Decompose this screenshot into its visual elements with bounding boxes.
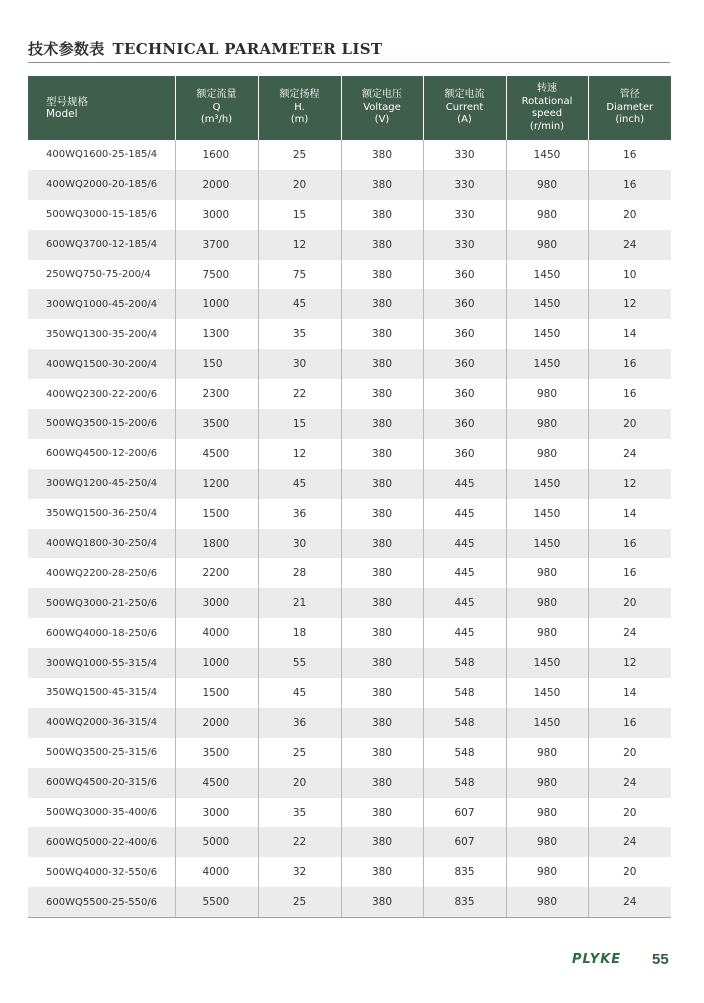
cell-voltage: 380 <box>341 558 423 588</box>
cell-head: 30 <box>258 529 341 559</box>
cell-head: 25 <box>258 887 341 917</box>
table-row <box>28 230 671 260</box>
cell-speed: 980 <box>506 738 588 768</box>
cell-model: 250WQ750-75-200/4 <box>28 260 175 290</box>
cell-speed: 1450 <box>506 499 588 529</box>
cell-speed: 980 <box>506 379 588 409</box>
header-line: (m) <box>290 114 309 126</box>
cell-voltage: 380 <box>341 140 423 170</box>
cell-speed: 980 <box>506 409 588 439</box>
cell-diameter: 16 <box>588 529 671 559</box>
cell-voltage: 380 <box>341 738 423 768</box>
cell-voltage: 380 <box>341 289 423 319</box>
cell-diameter: 16 <box>623 388 637 401</box>
cell-head: 12 <box>258 439 341 469</box>
cell-current: 360 <box>423 439 506 469</box>
cell-voltage: 380 <box>341 469 423 499</box>
cell-current: 360 <box>423 319 506 349</box>
cell-current: 330 <box>423 230 506 260</box>
header-line: 额定电压 <box>362 89 402 101</box>
cell-diameter: 20 <box>623 806 637 819</box>
cell-model: 500WQ3500-25-315/6 <box>28 738 175 768</box>
table-row <box>28 588 671 618</box>
cell-current: 607 <box>423 827 506 857</box>
cell-diameter: 12 <box>588 469 671 499</box>
cell-diameter: 20 <box>623 746 637 759</box>
cell-model: 500WQ3500-15-200/6 <box>28 409 175 439</box>
cell-head: 20 <box>258 768 341 798</box>
cell-head: 15 <box>258 409 341 439</box>
cell-voltage: 380 <box>341 827 423 857</box>
cell-flow: 1300 <box>175 319 258 349</box>
cell-voltage: 380 <box>341 857 423 887</box>
cell-current: 445 <box>423 499 506 529</box>
cell-diameter: 16 <box>623 148 637 161</box>
cell-diameter: 24 <box>588 887 671 917</box>
cell-voltage: 380 <box>341 439 423 469</box>
table-row <box>28 618 671 648</box>
cell-current: 548 <box>423 678 506 708</box>
cell-current: 835 <box>423 857 506 887</box>
cell-voltage: 380 <box>341 230 423 260</box>
column-header-speed <box>506 76 588 140</box>
cell-voltage: 380 <box>341 678 423 708</box>
cell-current: 548 <box>423 738 506 768</box>
table-header-row <box>28 76 671 140</box>
cell-model: 500WQ3000-21-250/6 <box>28 588 175 618</box>
cell-diameter: 24 <box>623 627 637 640</box>
cell-current: 548 <box>423 648 506 678</box>
cell-flow: 1000 <box>175 648 258 678</box>
cell-flow: 3000 <box>175 200 258 230</box>
cell-head: 25 <box>258 140 341 170</box>
cell-diameter: 20 <box>623 208 637 221</box>
cell-model: 400WQ1500-30-200/4 <box>28 349 175 379</box>
cell-voltage: 380 <box>341 200 423 230</box>
cell-head: 30 <box>258 349 341 379</box>
cell-flow: 4500 <box>175 768 258 798</box>
cell-speed: 1450 <box>506 349 588 379</box>
cell-head: 18 <box>258 618 341 648</box>
title-divider <box>28 62 670 63</box>
cell-speed: 980 <box>506 887 588 917</box>
table-row <box>28 319 671 349</box>
cell-speed: 980 <box>506 768 588 798</box>
cell-flow: 3000 <box>175 798 258 828</box>
cell-head: 35 <box>258 798 341 828</box>
cell-head: 75 <box>258 260 341 290</box>
table-row <box>28 140 671 170</box>
table-row <box>28 260 671 290</box>
cell-flow: 7500 <box>175 260 258 290</box>
cell-voltage: 380 <box>341 798 423 828</box>
cell-model: 400WQ2300-22-200/6 <box>28 379 175 409</box>
header-line: 额定电流 <box>444 89 485 101</box>
column-header-current <box>423 76 506 140</box>
table-row <box>28 289 671 319</box>
header-line: (r/min) <box>529 120 565 132</box>
cell-voltage: 380 <box>341 409 423 439</box>
cell-speed: 1450 <box>506 260 588 290</box>
cell-speed: 1450 <box>506 708 588 738</box>
table-row <box>28 558 671 588</box>
cell-current: 445 <box>423 558 506 588</box>
table-row <box>28 200 671 230</box>
table-row <box>28 409 671 439</box>
cell-diameter: 16 <box>623 567 637 580</box>
cell-speed: 980 <box>506 798 588 828</box>
cell-current: 445 <box>423 469 506 499</box>
cell-voltage: 380 <box>341 887 423 917</box>
cell-current: 835 <box>423 887 506 917</box>
cell-head: 20 <box>258 170 341 200</box>
cell-voltage: 380 <box>341 349 423 379</box>
cell-flow: 150 <box>175 349 258 379</box>
table-row <box>28 708 671 738</box>
page-title-cn: 技术参数表 <box>28 40 105 58</box>
cell-current: 360 <box>423 260 506 290</box>
cell-voltage: 380 <box>341 170 423 200</box>
cell-current: 330 <box>423 140 506 170</box>
table-row <box>28 469 671 499</box>
table-row <box>28 529 671 559</box>
header-line: 额定流量 <box>196 89 237 101</box>
cell-model: 500WQ3000-15-185/6 <box>28 200 175 230</box>
cell-model: 400WQ2000-20-185/6 <box>28 170 175 200</box>
cell-model: 500WQ4000-32-550/6 <box>28 857 175 887</box>
cell-head: 28 <box>258 558 341 588</box>
cell-model: 400WQ2200-28-250/6 <box>28 558 175 588</box>
cell-model: 600WQ5500-25-550/6 <box>28 887 175 917</box>
table-row <box>28 857 671 887</box>
cell-current: 330 <box>423 170 506 200</box>
cell-diameter: 14 <box>623 328 637 341</box>
cell-flow: 2000 <box>175 170 258 200</box>
cell-flow: 1000 <box>175 289 258 319</box>
header-line: Q <box>212 101 221 113</box>
cell-current: 360 <box>423 409 506 439</box>
cell-voltage: 380 <box>341 529 423 559</box>
header-line: 型号规格 <box>46 95 88 108</box>
header-line: (inch) <box>615 114 645 126</box>
header-line: Rotational speed <box>521 95 573 119</box>
cell-model: 350WQ1500-36-250/4 <box>28 499 175 529</box>
cell-diameter: 10 <box>623 268 637 281</box>
cell-flow: 4500 <box>175 439 258 469</box>
cell-flow: 3500 <box>175 738 258 768</box>
header-line: H. <box>294 101 305 113</box>
cell-head: 36 <box>258 708 341 738</box>
cell-speed: 1450 <box>506 529 588 559</box>
cell-diameter: 16 <box>588 170 671 200</box>
table-row <box>28 738 671 768</box>
cell-current: 607 <box>423 798 506 828</box>
table-row <box>28 678 671 708</box>
cell-model: 300WQ1000-55-315/4 <box>28 648 175 678</box>
header-line: Voltage <box>363 101 401 113</box>
cell-head: 45 <box>258 678 341 708</box>
table-row <box>28 648 671 678</box>
table-row <box>28 887 671 917</box>
column-header-flow <box>175 76 258 140</box>
cell-model: 400WQ2000-36-315/4 <box>28 708 175 738</box>
cell-diameter: 12 <box>588 648 671 678</box>
cell-diameter: 14 <box>623 507 637 520</box>
page-title-en: TECHNICAL PARAMETER LIST <box>112 40 383 58</box>
cell-flow: 4000 <box>175 857 258 887</box>
table-row <box>28 170 671 200</box>
cell-voltage: 380 <box>341 588 423 618</box>
cell-speed: 1450 <box>506 319 588 349</box>
table-row <box>28 798 671 828</box>
cell-diameter: 20 <box>623 866 637 879</box>
cell-head: 35 <box>258 319 341 349</box>
cell-speed: 1450 <box>506 648 588 678</box>
cell-voltage: 380 <box>341 708 423 738</box>
table-body <box>28 140 671 918</box>
cell-diameter: 16 <box>588 349 671 379</box>
cell-head: 21 <box>258 588 341 618</box>
header-line: 转速 <box>537 83 557 94</box>
cell-flow: 5000 <box>175 827 258 857</box>
cell-model: 400WQ1800-30-250/4 <box>28 529 175 559</box>
page-number: 55 <box>652 951 669 968</box>
cell-head: 25 <box>258 738 341 768</box>
cell-model: 400WQ1600-25-185/4 <box>28 140 175 170</box>
cell-speed: 980 <box>506 618 588 648</box>
cell-speed: 1450 <box>506 469 588 499</box>
cell-diameter: 12 <box>588 289 671 319</box>
cell-diameter: 24 <box>588 768 671 798</box>
cell-flow: 3700 <box>175 230 258 260</box>
table-row <box>28 499 671 529</box>
column-header-model <box>28 76 175 140</box>
page-title <box>28 38 382 59</box>
cell-model: 300WQ1200-45-250/4 <box>28 469 175 499</box>
header-line: (m³/h) <box>200 114 233 126</box>
header-line: 管径 <box>619 89 640 101</box>
table-row <box>28 827 671 857</box>
cell-current: 445 <box>423 588 506 618</box>
cell-flow: 5500 <box>175 887 258 917</box>
cell-voltage: 380 <box>341 319 423 349</box>
cell-diameter: 20 <box>588 409 671 439</box>
cell-flow: 1200 <box>175 469 258 499</box>
table-row <box>28 768 671 798</box>
cell-model: 350WQ1300-35-200/4 <box>28 319 175 349</box>
cell-speed: 980 <box>506 827 588 857</box>
header-line: (V) <box>374 114 390 126</box>
brand-logo: PLYKE <box>572 952 622 967</box>
cell-diameter: 16 <box>588 708 671 738</box>
cell-flow: 1500 <box>175 499 258 529</box>
cell-flow: 2200 <box>175 558 258 588</box>
cell-current: 360 <box>423 289 506 319</box>
cell-model: 500WQ3000-35-400/6 <box>28 798 175 828</box>
header-line: 额定扬程 <box>279 89 320 101</box>
table-row <box>28 439 671 469</box>
cell-voltage: 380 <box>341 260 423 290</box>
cell-model: 600WQ5000-22-400/6 <box>28 827 175 857</box>
cell-head: 45 <box>258 469 341 499</box>
cell-current: 548 <box>423 708 506 738</box>
cell-flow: 1800 <box>175 529 258 559</box>
cell-head: 15 <box>258 200 341 230</box>
column-header-head <box>258 76 341 140</box>
cell-model: 350WQ1500-45-315/4 <box>28 678 175 708</box>
cell-head: 36 <box>258 499 341 529</box>
table-row <box>28 379 671 409</box>
header-line: Current <box>445 101 484 113</box>
column-header-voltage <box>341 76 423 140</box>
cell-voltage: 380 <box>341 648 423 678</box>
cell-speed: 980 <box>506 588 588 618</box>
cell-current: 445 <box>423 529 506 559</box>
header-line: Model <box>46 108 78 120</box>
cell-model: 600WQ4000-18-250/6 <box>28 618 175 648</box>
cell-voltage: 380 <box>341 499 423 529</box>
cell-voltage: 380 <box>341 618 423 648</box>
parameter-table <box>28 76 671 918</box>
cell-current: 548 <box>423 768 506 798</box>
cell-speed: 980 <box>506 170 588 200</box>
cell-flow: 4000 <box>175 618 258 648</box>
cell-model: 600WQ3700-12-185/4 <box>28 230 175 260</box>
cell-speed: 980 <box>506 200 588 230</box>
cell-head: 55 <box>258 648 341 678</box>
cell-speed: 980 <box>506 857 588 887</box>
cell-speed: 980 <box>506 558 588 588</box>
cell-current: 330 <box>423 200 506 230</box>
cell-speed: 980 <box>506 230 588 260</box>
cell-head: 22 <box>258 827 341 857</box>
cell-model: 300WQ1000-45-200/4 <box>28 289 175 319</box>
cell-model: 600WQ4500-20-315/6 <box>28 768 175 798</box>
cell-flow: 2300 <box>175 379 258 409</box>
cell-diameter: 24 <box>588 827 671 857</box>
cell-current: 360 <box>423 379 506 409</box>
column-header-diameter <box>588 76 671 140</box>
cell-head: 45 <box>258 289 341 319</box>
cell-head: 12 <box>258 230 341 260</box>
cell-voltage: 380 <box>341 768 423 798</box>
cell-head: 32 <box>258 857 341 887</box>
header-line: Diameter <box>606 101 654 113</box>
cell-flow: 2000 <box>175 708 258 738</box>
cell-flow: 3000 <box>175 588 258 618</box>
cell-speed: 980 <box>506 439 588 469</box>
cell-voltage: 380 <box>341 379 423 409</box>
cell-current: 445 <box>423 618 506 648</box>
cell-head: 22 <box>258 379 341 409</box>
cell-speed: 1450 <box>506 140 588 170</box>
cell-flow: 1500 <box>175 678 258 708</box>
cell-diameter: 24 <box>588 230 671 260</box>
cell-current: 360 <box>423 349 506 379</box>
cell-diameter: 24 <box>623 447 637 460</box>
header-line: (A) <box>457 114 472 126</box>
cell-flow: 3500 <box>175 409 258 439</box>
cell-diameter: 14 <box>623 686 637 699</box>
cell-flow: 1600 <box>175 140 258 170</box>
table-row <box>28 349 671 379</box>
cell-speed: 1450 <box>506 289 588 319</box>
cell-speed: 1450 <box>506 678 588 708</box>
cell-model: 600WQ4500-12-200/6 <box>28 439 175 469</box>
cell-diameter: 20 <box>588 588 671 618</box>
